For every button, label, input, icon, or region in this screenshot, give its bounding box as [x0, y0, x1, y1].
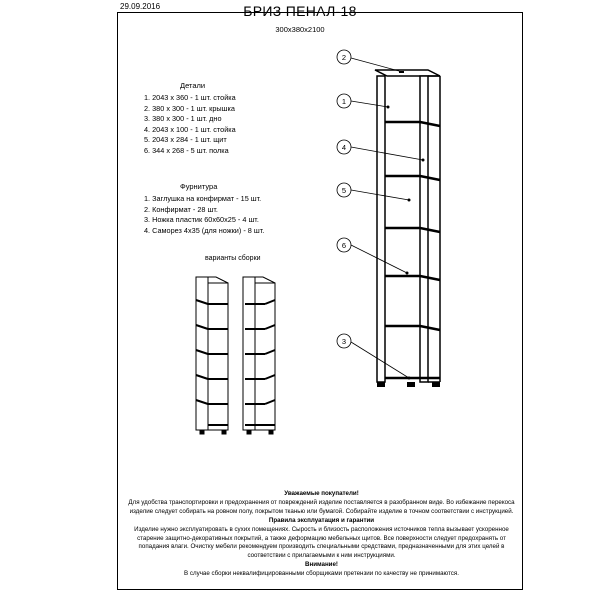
callout-label: 3	[341, 337, 347, 346]
hardware-item: 3. Ножка пластик 60х60х25 - 4 шт.	[144, 215, 259, 225]
callout-label: 5	[341, 186, 347, 195]
callout-label: 1	[341, 97, 347, 106]
assembly-variant-right-diagram	[243, 277, 275, 434]
page-title: БРИЗ ПЕНАЛ-18	[243, 3, 357, 19]
notes-paragraph-usage: Изделие нужно эксплуатировать в сухих помещениях. Сырость и близость расположения источников тепла вызывает ускоренное старение защитно-декоративных покрытий, а также деформацию мебельных щитов. Все поверхности следует предохранять от попадания влаги. Очистку мебели рекомендуем производить специальными средствами, предназначенными для этих целей в соответствии с прилагаемыми к ним инструкциями.	[134, 525, 509, 560]
hardware-item: 4. Саморез 4х35 (для ножки) - 8 шт.	[144, 225, 265, 235]
assembly-variant-left-diagram	[196, 277, 228, 434]
notes-heading-warranty: Правила эксплуатация и гарантии	[268, 516, 375, 524]
parts-heading: Детали	[180, 81, 206, 90]
hardware-heading: Фурнитура	[180, 182, 218, 191]
parts-item: 5. 2043 х 284 - 1 шт. щит	[144, 135, 227, 145]
date: 29.09.2016	[120, 2, 161, 11]
parts-item: 1. 2043 х 360 - 1 шт. стойка	[144, 93, 236, 102]
notes-paragraph-attention: В случае сборки неквалифицированными сборщиками претензии по качеству не принимаются.	[184, 570, 459, 578]
callout-label: 6	[341, 241, 347, 250]
notes-heading-attention: Внимание!	[305, 561, 338, 569]
assembly-variants-label: варианты сборки	[205, 255, 261, 262]
parts-item: 6. 344 х 268 - 5 шт. полка	[144, 145, 229, 155]
hardware-item: 2. Конфирмат - 28 шт.	[144, 204, 218, 214]
callout-label: 2	[341, 53, 347, 62]
parts-item: 2. 380 х 300 - 1 шт. крышка	[144, 103, 235, 113]
notes-heading-customers: Уважаемые покупатели!	[284, 490, 359, 497]
callout-label: 4	[341, 143, 347, 152]
cabinet-diagram	[375, 70, 440, 387]
hardware-item: 1. Заглушка на конфирмат - 15 шт.	[144, 194, 262, 203]
parts-item: 3. 380 х 300 - 1 шт. дно	[144, 114, 222, 124]
overall-dimensions: 300х380х2100	[275, 25, 325, 34]
notes-section	[125, 490, 518, 579]
parts-item: 4. 2043 х 100 - 1 шт. стойка	[144, 124, 236, 134]
notes-paragraph-transport: Для удобства транспортировки и предохранения от повреждений изделие поставляется в разобранном виде. Во избежание перекоса изделие следует собирать на ровном полу, покрытом тканью или бумагой. Собирайте изделие в точном соответствии с инструкцией.	[128, 498, 515, 515]
